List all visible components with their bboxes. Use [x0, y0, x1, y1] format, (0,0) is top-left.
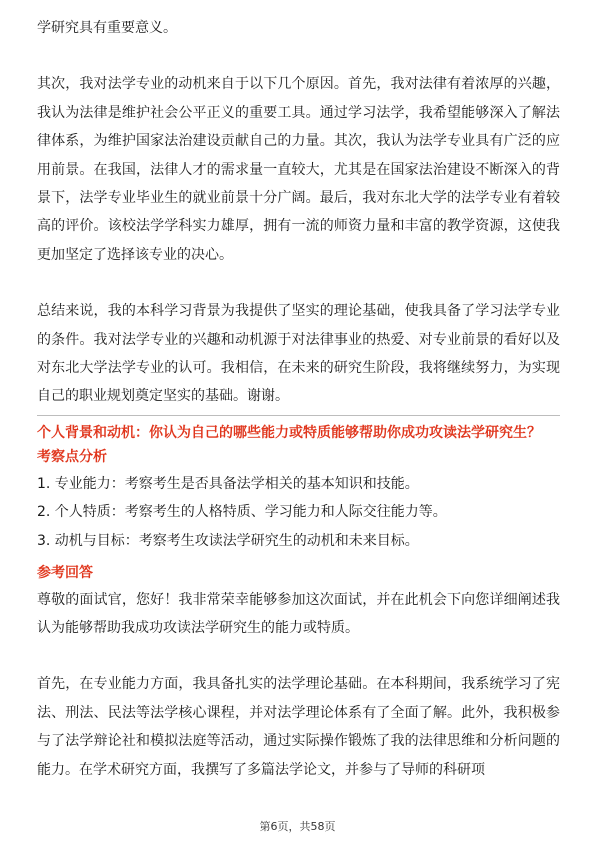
paragraph-gap — [37, 642, 560, 670]
list-item: 1. 专业能力：考察考生是否具备法学相关的基本知识和技能。 — [37, 475, 419, 492]
paragraph-gap — [37, 42, 560, 70]
body-paragraph: 总结来说，我的本科学习背景为我提供了坚实的理论基础，使我具备了学习法学专业的条件。我对法学专业的兴趣和动机源于对法律事业的热爱、对专业前景的看好以及对东北大学法学专业的认可。我相信，在未来的研究生阶段，我将继续努力，为实现自己的职业规划奠定坚实的基础。谢谢。 — [37, 303, 560, 405]
question-heading: 个人背景和动机：你认为自己的哪些能力或特质能够帮助你成功攻读法学研究生？ — [37, 424, 541, 441]
analysis-list — [37, 470, 560, 556]
section-divider — [37, 415, 560, 416]
body-paragraph: 学研究具有重要意义。 — [37, 20, 177, 36]
answer-heading: 参考回答 — [37, 564, 93, 581]
answer-paragraph: 首先，在专业能力方面，我具备扎实的法学理论基础。在本科期间，我系统学习了宪法、刑法、民法等法学核心课程，并对法学理论体系有了全面了解。此外，我积极参与了法学辩论社和模拟法庭等活动，通过实际操作锻炼了我的法律思维和分析问题的能力。在学术研究方面，我撰写了多篇法学论文，并参与了导师的科研项 — [37, 676, 560, 778]
list-item: 3. 动机与目标：考察考生攻读法学研究生的动机和未来目标。 — [37, 533, 419, 550]
analysis-heading: 考察点分析 — [37, 448, 107, 465]
body-paragraph: 其次，我对法学专业的动机来自于以下几个原因。首先，我对法律有着浓厚的兴趣，我认为法律是维护社会公平正义的重要工具。通过学习法学，我希望能够深入了解法律体系，为维护国家法治建设贡献自己的力量。其次，我认为法学专业具有广泛的应用前景。在我国，法律人才的需求量一直较大，尤其是在国家法治建设不断深入的背景下，法学专业毕业生的就业前景十分广阔。最后，我对东北大学的法学专业有着较高的评价。该校法学学科实力雄厚，拥有一流的师资力量和丰富的教学资源，这使我更加坚定了选择该专业的决心。 — [37, 76, 560, 263]
answer-paragraph: 尊敬的面试官，您好！我非常荣幸能够参加这次面试，并在此机会下向您详细阐述我认为能够帮助我成功攻读法学研究生的能力或特质。 — [37, 591, 560, 637]
page-footer: 第6页，共58页 — [259, 820, 336, 833]
list-item: 2. 个人特质：考察考生的人格特质、学习能力和人际交往能力等。 — [37, 504, 447, 521]
document-page — [37, 14, 560, 784]
paragraph-gap — [37, 269, 560, 297]
